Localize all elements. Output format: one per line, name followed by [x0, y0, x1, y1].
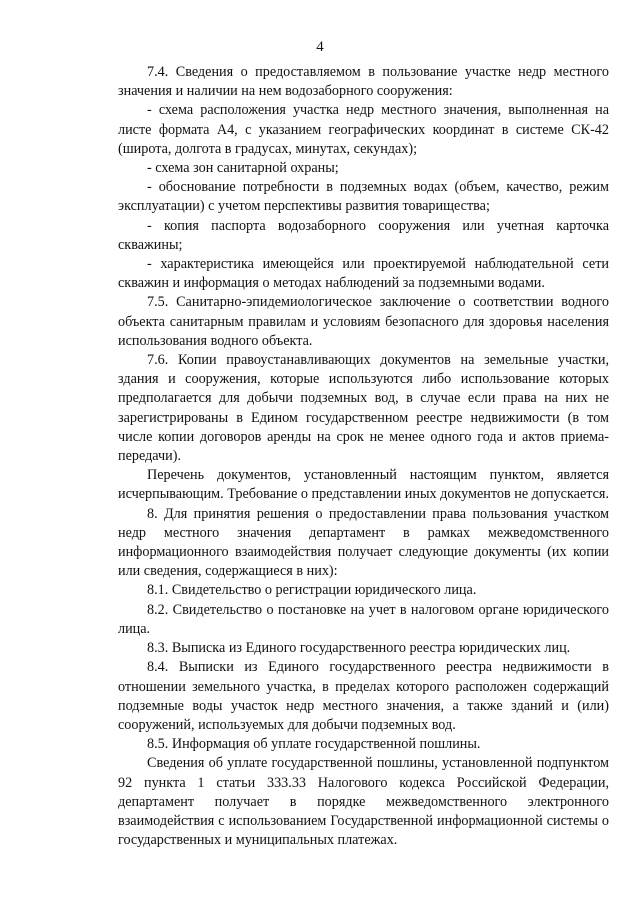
paragraph-8-3: 8.3. Выписка из Единого государственного реестра юридических лиц.	[147, 640, 571, 657]
document-body	[118, 63, 609, 850]
paragraph-7-5: 7.5. Санитарно-эпидемиологическое заключение о соответствии водного объекта санитарным правилам и условиям безопасного для здоровья населения использования водного объекта.	[118, 294, 609, 349]
list-item-passport-copy: - копия паспорта водозаборного сооружения или учетная карточка скважины;	[118, 217, 609, 253]
paragraph-8: 8. Для принятия решения о предоставлении права пользования участком недр местного значения департамент в рамках межведомственного информационного взаимодействия получает следующие документы (их копии или сведения, содержащиеся в них):	[118, 505, 609, 580]
paragraph-fee-info: Сведения об уплате государственной пошлины, установленной подпунктом 92 пункта 1 статьи 333.33 Налогового кодекса Российской Федерации, департамент получает в порядке межведомственного электронного взаимодействия с использованием Государственной информационной системы о государственных и муниципальных платежах.	[118, 755, 609, 849]
list-item-scheme-location: - схема расположения участка недр местного значения, выполненная на листе формата А4, с указанием географических координат в системе СК-42 (широта, долгота в градусах, минутах, секундах);	[118, 102, 609, 157]
paragraph-exhaustive-list: Перечень документов, установленный настоящим пунктом, является исчерпывающим. Требование о представлении иных документов не допускается.	[118, 467, 609, 503]
paragraph-8-4: 8.4. Выписки из Единого государственного реестра недвижимости в отношении земельного участка, в пределах которого расположен содержащий подземные воды участок недр местного значения, а также зданий и (или) сооружений, используемых для добычи подземных вод.	[118, 659, 609, 733]
paragraph-7-6: 7.6. Копии правоустанавливающих документов на земельные участки, здания и сооружения, которые используются либо использование которых предполагается для добычи подземных вод, в случае если права на них не зарегистрированы в Едином государственном реестре недвижимости (в том числе копии договоров аренды на срок не менее одного года и актов приема-передачи).	[118, 352, 609, 465]
paragraph-8-5: 8.5. Информация об уплате государственной пошлины.	[147, 736, 481, 753]
list-item-sanitary-zones: - схема зон санитарной охраны;	[147, 160, 339, 177]
paragraph-8-2: 8.2. Свидетельство о постановке на учет в налоговом органе юридического лица.	[118, 601, 609, 637]
paragraph-7-4: 7.4. Сведения о предоставляемом в пользование участке недр местного значения и наличии на нем водозаборного сооружения:	[118, 64, 609, 100]
paragraph-8-1: 8.1. Свидетельство о регистрации юридического лица.	[147, 582, 477, 599]
page-number: 4	[316, 39, 324, 55]
list-item-water-needs: - обоснование потребности в подземных водах (объем, качество, режим эксплуатации) с учетом перспективы развития товарищества;	[118, 179, 609, 215]
list-item-observation-network: - характеристика имеющейся или проектируемой наблюдательной сети скважин и информация о методах наблюдений за подземными водами.	[118, 256, 609, 292]
